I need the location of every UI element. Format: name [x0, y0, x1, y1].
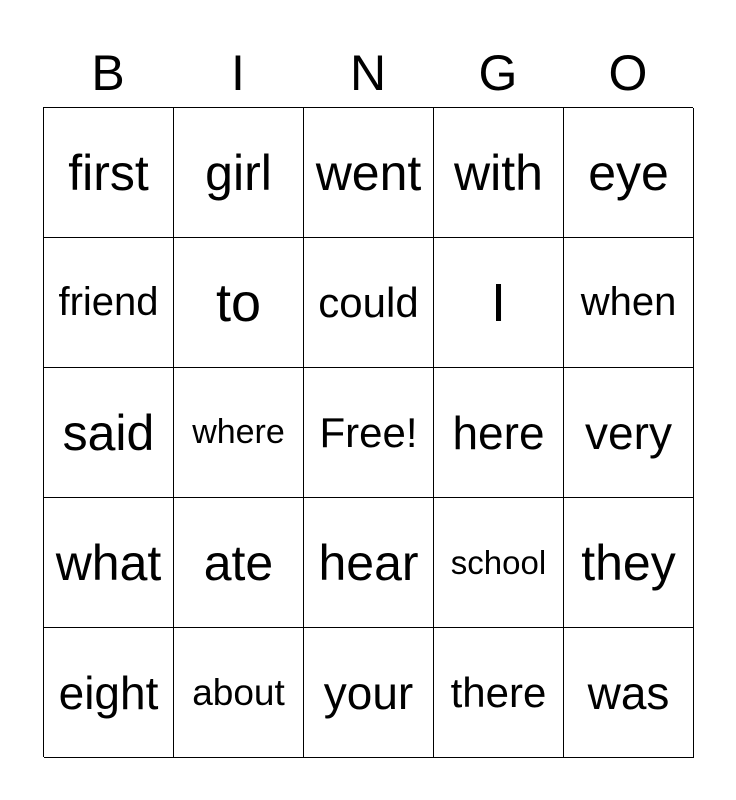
bingo-cell[interactable]: very	[564, 368, 694, 498]
header-letter-o: O	[608, 45, 648, 101]
header-letter-b: B	[91, 45, 125, 101]
bingo-cell[interactable]: eye	[564, 108, 694, 238]
bingo-cell[interactable]: went	[304, 108, 434, 238]
bingo-cell[interactable]: first	[44, 108, 174, 238]
bingo-board	[43, 107, 693, 757]
bingo-cell[interactable]: school	[434, 498, 564, 628]
bingo-cell[interactable]: here	[434, 368, 564, 498]
bingo-cell[interactable]: where	[174, 368, 304, 498]
header-letter-g: G	[478, 45, 518, 101]
bingo-cell[interactable]: hear	[304, 498, 434, 628]
bingo-cell[interactable]: I	[434, 238, 564, 368]
header-letter-i: I	[231, 45, 245, 101]
bingo-cell[interactable]: there	[434, 628, 564, 758]
header-letter-n: N	[349, 45, 387, 101]
bingo-cell[interactable]: about	[174, 628, 304, 758]
bingo-cell[interactable]: girl	[174, 108, 304, 238]
bingo-cell[interactable]: was	[564, 628, 694, 758]
bingo-cell[interactable]: ate	[174, 498, 304, 628]
bingo-cell[interactable]: friend	[44, 238, 174, 368]
bingo-cell[interactable]: eight	[44, 628, 174, 758]
bingo-cell[interactable]: what	[44, 498, 174, 628]
bingo-cell[interactable]: with	[434, 108, 564, 238]
bingo-cell[interactable]: said	[44, 368, 174, 498]
bingo-cell[interactable]: could	[304, 238, 434, 368]
bingo-header	[43, 40, 693, 106]
bingo-cell[interactable]: when	[564, 238, 694, 368]
bingo-cell[interactable]: to	[174, 238, 304, 368]
bingo-cell[interactable]: your	[304, 628, 434, 758]
free-space-cell[interactable]: Free!	[304, 368, 434, 498]
bingo-cell[interactable]: they	[564, 498, 694, 628]
